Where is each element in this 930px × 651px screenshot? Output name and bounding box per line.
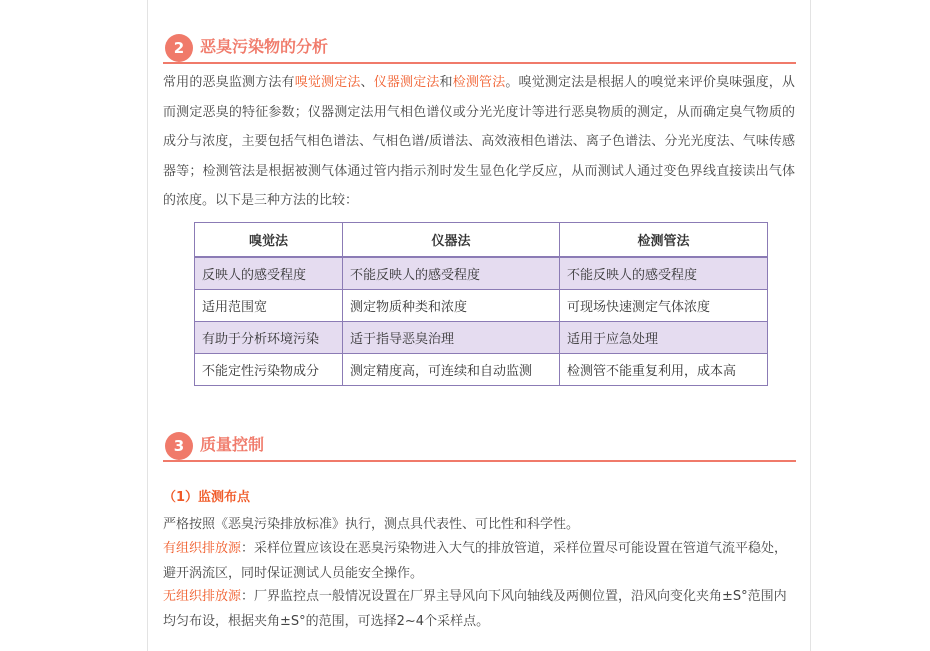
- table-header-row: [195, 223, 768, 258]
- unorganized-source-paragraph: [163, 584, 795, 634]
- section-2-intro: [163, 68, 795, 216]
- table-cell: 测定物质种类和浓度: [343, 290, 560, 322]
- table-cell: 可现场快速测定气体浓度: [560, 290, 768, 322]
- table-row: [195, 354, 768, 386]
- standard-line: 严格按照《恶臭污染排放标准》执行，测点具代表性、可比性和科学性。: [163, 517, 580, 532]
- subsection-title: （1）监测布点: [163, 490, 251, 505]
- method-instrument-link: 仪器测定法: [373, 75, 440, 90]
- intro-sep-2: 和: [439, 75, 453, 90]
- table-cell: 不能定性污染物成分: [195, 354, 343, 386]
- table-cell: 测定精度高，可连续和自动监测: [343, 354, 560, 386]
- organized-source-label: 有组织排放源: [163, 541, 242, 556]
- organized-source-paragraph: [163, 536, 795, 586]
- unorganized-source-label: 无组织排放源: [163, 589, 242, 604]
- organized-source-text: ：采样位置应该设在恶臭污染物进入大气的排放管道，采样位置尽可能设置在管道气流平稳处，避开涡流区，同时保证测试人员能安全操作。: [163, 541, 788, 581]
- intro-prefix: 常用的恶臭监测方法有: [163, 75, 295, 90]
- table-cell: 不能反映人的感受程度: [560, 257, 768, 290]
- section-2-header: [163, 32, 796, 64]
- intro-sep-1: 、: [360, 75, 374, 90]
- intro-rest: 。嗅觉测定法是根据人的嗅觉来评价臭味强度，从而测定恶臭的特征参数；仪器测定法用气相色谱仪或分光光度计等进行恶臭物质的测定，从而确定臭气物质的成分与浓度，主要包括气相色谱法、气相色谱/质谱法、高效液相色谱法、离子色谱法、分光光度法、气味传感器等；检测管法是根据被测气体通过管内指示剂时发生显色化学反应，从而测试人通过变色界线直接读出气体的浓度。以下是三种方法的比较：: [163, 75, 795, 208]
- section-2-number-badge: 2: [165, 34, 193, 62]
- table-row: [195, 290, 768, 322]
- table-cell: 反映人的感受程度: [195, 257, 343, 290]
- table-row: [195, 257, 768, 290]
- section-3-title: 质量控制: [200, 435, 265, 454]
- section-3-header: [163, 430, 796, 462]
- table-header-cell: 嗅觉法: [195, 223, 343, 258]
- table-row: [195, 322, 768, 354]
- table-cell: 适用于应急处理: [560, 322, 768, 354]
- table-cell: 适用范围宽: [195, 290, 343, 322]
- comparison-table: [194, 222, 768, 386]
- table-cell: 检测管不能重复利用，成本高: [560, 354, 768, 386]
- unorganized-source-text: ：厂界监控点一般情况设置在厂界主导风向下风向轴线及两侧位置，沿风向变化夹角±S°范围内均匀布设，根据夹角±S°的范围，可选择2~4个采样点。: [163, 589, 787, 629]
- section-3-number-badge: 3: [165, 432, 193, 460]
- section-2-title: 恶臭污染物的分析: [200, 37, 329, 56]
- table-header-cell: 检测管法: [560, 223, 768, 258]
- method-olfactory-link: 嗅觉测定法: [294, 75, 361, 90]
- table-header-cell: 仪器法: [343, 223, 560, 258]
- table-cell: 有助于分析环境污染: [195, 322, 343, 354]
- table-cell: 适于指导恶臭治理: [343, 322, 560, 354]
- method-tube-link: 检测管法: [452, 75, 506, 90]
- table-cell: 不能反映人的感受程度: [343, 257, 560, 290]
